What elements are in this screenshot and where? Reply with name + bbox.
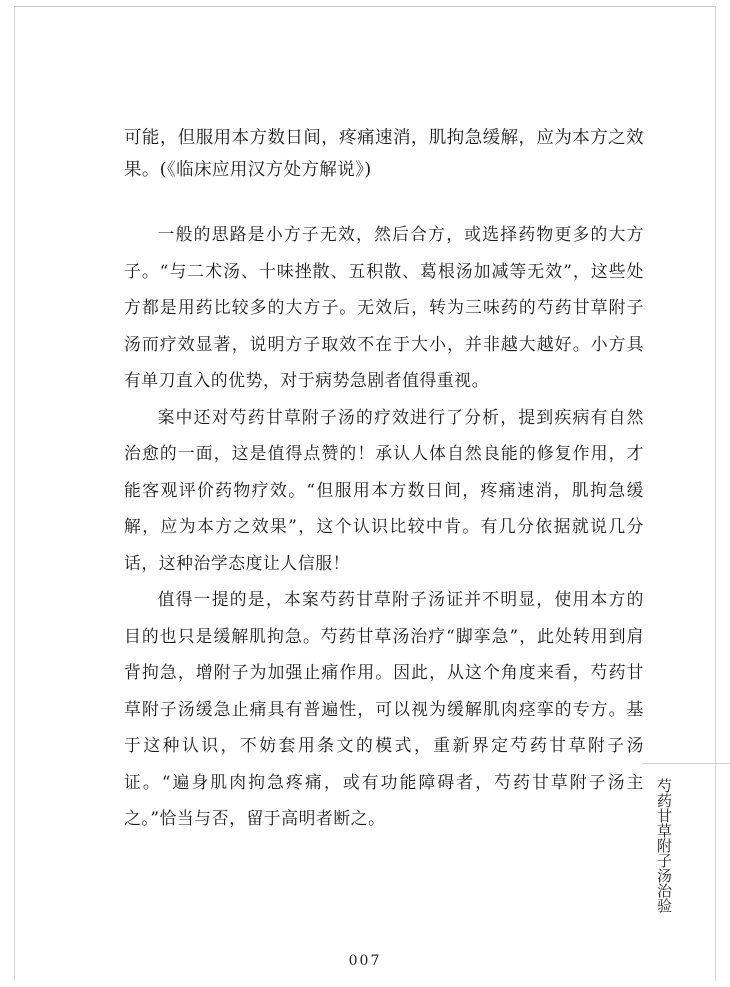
page-frame-right <box>715 6 716 981</box>
page-frame-left <box>14 6 15 981</box>
page-number: 007 <box>348 953 382 969</box>
body-paragraph-1: 一般的思路是小方子无效，然后合方，或选择药物更多的大方子。“与二术汤、十味挫散、五积散、葛根汤加减等无效”，这些处方都是用药比较多的大方子。无效后，转为三味药的芍药甘草附子汤而疗效显著，说明方子取效不在于大小，并非越大越好。小方具有单刀直入的优势，对于病势急剧者值得重视。 <box>124 224 644 390</box>
body-paragraph-2: 案中还对芍药甘草附子汤的疗效进行了分析，提到疾病有自然治愈的一面，这是值得点赞的！承认人体自然良能的修复作用，才能客观评价药物疗效。“但服用本方数日间，疼痛速消，肌拘急缓解，应为本方之效果”，这个认识比较中肯。有几分依据就说几分话，这种治学态度让人信服！ <box>124 406 644 573</box>
running-side-title: 芍药甘草附子汤治验 <box>655 778 673 913</box>
quote-block <box>124 122 644 186</box>
page-frame-top <box>14 6 716 7</box>
quote-paragraph: 可能，但服用本方数日间，疼痛速消，肌拘急缓解，应为本方之效果。(《临床应用汉方处方解说》) <box>124 128 644 180</box>
body-text <box>124 216 644 837</box>
side-title-rule <box>642 763 730 764</box>
body-paragraph-3: 值得一提的是，本案芍药甘草附子汤证并不明显，使用本方的目的也只是缓解肌拘急。芍药甘草汤治疗“脚挛急”，此处转用到肩背拘急，增附子为加强止痛作用。因此，从这个角度来看，芍药甘草附子汤缓急止痛具有普遍性，可以视为缓解肌肉痉挛的专方。基于这种认识，不妨套用条文的模式，重新界定芍药甘草附子汤证。“遍身肌肉拘急疼痛，或有功能障碍者，芍药甘草附子汤主之。”恰当与否，留于高明者断之。 <box>124 589 644 828</box>
